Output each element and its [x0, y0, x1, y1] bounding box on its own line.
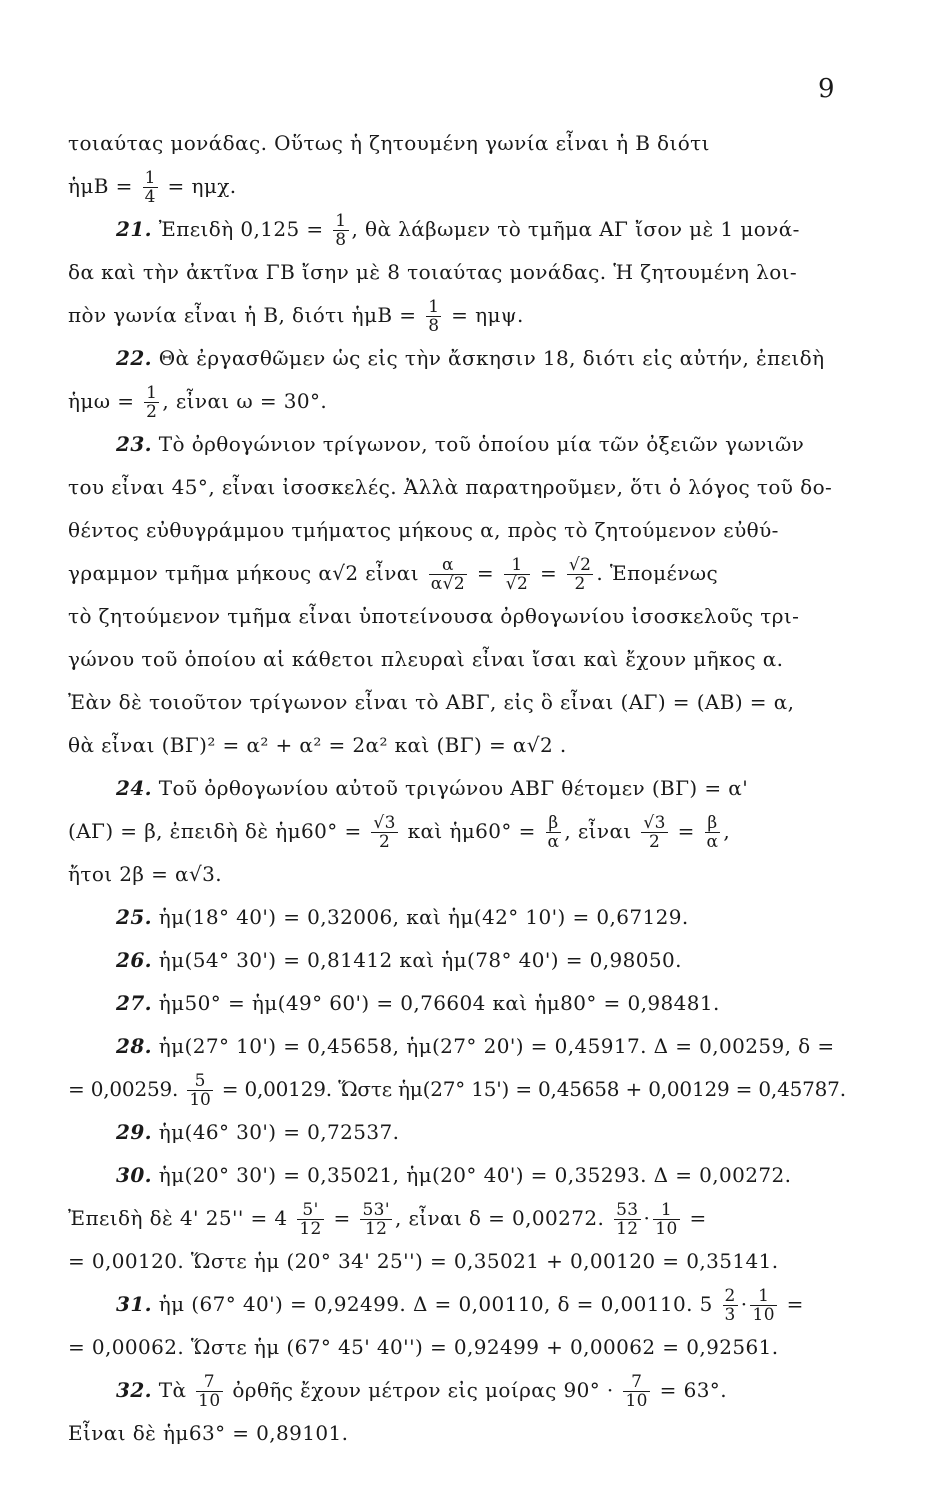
text-run: . Ἑπομένως	[596, 561, 719, 585]
text-line	[68, 982, 848, 1025]
fraction	[371, 814, 397, 851]
text-run: τὸ ζητούμενον τμῆμα εἶναι ὑποτείνουσα ὀρθογωνίου ἰσοσκελοῦς τρι-	[68, 604, 800, 628]
exercise-number: 32.	[116, 1378, 152, 1402]
text-line	[68, 1283, 848, 1326]
page-number: 9	[818, 74, 835, 104]
fraction	[297, 1201, 323, 1238]
fraction	[333, 212, 348, 249]
fraction	[143, 169, 158, 206]
text-run: ὀρθῆς ἔχουν μέτρον εἰς μοίρας 90° ·	[225, 1378, 621, 1402]
text-run: γραμμον τμῆμα μήκους α√2 εἶναι	[68, 561, 426, 585]
fraction	[429, 556, 467, 593]
text-run: = ημχ.	[160, 174, 237, 198]
text-run: = 0,00259.	[68, 1077, 185, 1101]
text-line	[68, 724, 848, 767]
text-line	[68, 810, 848, 853]
text-run: , θὰ λάβωμεν τὸ τμῆμα ΑΓ ἴσον μὲ 1 μονά-	[351, 217, 800, 241]
denominator: 10	[625, 1391, 648, 1411]
text-run: ἡμ(18° 40') = 0,32006, καὶ ἡμ(42° 10') = 0,67129.	[152, 905, 689, 929]
numerator: 1	[146, 383, 158, 403]
denominator: 8	[335, 230, 347, 250]
text-run: ἡμ (67° 40') = 0,92499. Δ = 0,00110, δ = 0,00110. 5	[152, 1292, 720, 1316]
exercise-number: 22.	[116, 346, 152, 370]
text-run: = 63°.	[652, 1378, 727, 1402]
text-line	[68, 552, 848, 595]
denominator: 10	[198, 1391, 221, 1411]
text-line	[68, 1025, 848, 1068]
fraction	[567, 556, 593, 593]
denominator: 2	[146, 402, 158, 422]
numerator: 53'	[362, 1200, 390, 1220]
text-line	[68, 595, 848, 638]
numerator: √2	[568, 555, 592, 575]
text-line	[68, 1369, 848, 1412]
text-line	[68, 853, 848, 896]
fraction	[196, 1373, 222, 1410]
text-line	[68, 208, 848, 251]
text-line	[68, 1240, 848, 1283]
text-run: Θὰ ἐργασθῶμεν ὡς εἰς τὴν ἄσκησιν 18, διότι εἰς αὐτήν, ἐπειδὴ	[152, 346, 825, 370]
fraction	[426, 298, 441, 335]
numerator: √3	[643, 813, 666, 833]
exercise-number: 24.	[116, 776, 152, 800]
text-run: ,	[723, 819, 731, 843]
text-run: ἡμΒ =	[68, 174, 140, 198]
numerator: 5'	[297, 1201, 323, 1220]
fraction	[641, 814, 667, 851]
text-run: ·	[643, 1206, 651, 1230]
text-line	[68, 896, 848, 939]
text-run: Τὸ ὀρθογώνιον τρίγωνον, τοῦ ὁποίου μία τῶν ὀξειῶν γωνιῶν	[152, 432, 805, 456]
numerator: 2	[724, 1286, 736, 1306]
text-run: ἡμ(27° 10') = 0,45658, ἡμ(27° 20') = 0,45917. Δ = 0,00259, δ =	[152, 1034, 835, 1058]
text-run: γώνου τοῦ ὁποίου αἱ κάθετοι πλευραὶ εἶναι ἴσαι καὶ ἔχουν μῆκος α.	[68, 647, 784, 671]
text-line	[68, 1412, 848, 1455]
text-run: = ημψ.	[444, 303, 524, 327]
text-run: Τὰ	[152, 1378, 194, 1402]
text-line	[68, 380, 848, 423]
text-run: δα καὶ τὴν ἀκτῖνα ΓΒ ἴσην μὲ 8 τοιαύτας μονάδας. Ἡ ζητουμένη λοι-	[68, 260, 798, 284]
text-run: Ἐπειδὴ δὲ 4' 25'' = 4	[68, 1206, 295, 1230]
numerator: 1	[653, 1201, 679, 1220]
text-run: = 0,00120. Ὥστε ἡμ (20° 34' 25'') = 0,35021 + 0,00120 = 0,35141.	[68, 1249, 779, 1273]
denominator: 8	[428, 316, 440, 336]
text-run: =	[779, 1292, 804, 1316]
text-run: ἡμ50° = ἡμ(49° 60') = 0,76604 καὶ ἡμ80° = 0,98481.	[152, 991, 720, 1015]
page-body	[68, 122, 848, 1455]
numerator: √3	[373, 813, 396, 833]
fraction	[144, 384, 159, 421]
text-run: θὰ εἶναι (ΒΓ)² = α² + α² = 2α² καὶ (ΒΓ) = α√2 .	[68, 733, 567, 757]
denominator: 2	[648, 832, 661, 852]
text-run: Ἐὰν δὲ τοιοῦτον τρίγωνον εἶναι τὸ ΑΒΓ, εἰς ὃ εἶναι (ΑΓ) = (ΑΒ) = α,	[68, 690, 795, 714]
text-run: , εἶναι ω = 30°.	[162, 389, 328, 413]
numerator: 1	[750, 1287, 776, 1306]
fraction	[614, 1201, 640, 1238]
exercise-number: 26.	[116, 948, 152, 972]
fraction	[750, 1287, 776, 1324]
text-run: τοιαύτας μονάδας. Οὕτως ἡ ζητουμένη γωνία εἶναι ἡ Β διότι	[68, 131, 710, 155]
numerator: 5	[187, 1072, 212, 1091]
text-run: =	[326, 1206, 358, 1230]
denominator: 12	[364, 1219, 388, 1239]
text-line	[68, 337, 848, 380]
numerator: 53	[616, 1200, 639, 1220]
text-line	[68, 681, 848, 724]
text-run: Ἐπειδὴ 0,125 =	[152, 217, 331, 241]
text-line	[68, 423, 848, 466]
text-run: ἡμ(54° 30') = 0,81412 καὶ ἡμ(78° 40') = 0,98050.	[152, 948, 682, 972]
text-run: =	[533, 561, 564, 585]
denominator: 10	[655, 1219, 678, 1239]
text-run: = 0,00129. Ὥστε ἡμ(27° 15') = 0,45658 + 0,00129 = 0,45787.	[215, 1077, 846, 1101]
numerator: 7	[196, 1373, 222, 1392]
denominator: 2	[378, 832, 391, 852]
text-line	[68, 1197, 848, 1240]
text-line	[68, 294, 848, 337]
text-line	[68, 939, 848, 982]
text-line	[68, 767, 848, 810]
exercise-number: 25.	[116, 905, 152, 929]
text-run: =	[470, 561, 501, 585]
fraction	[187, 1072, 212, 1109]
text-line	[68, 251, 848, 294]
fraction	[360, 1201, 392, 1238]
numerator: 1	[335, 211, 347, 231]
text-run: =	[670, 819, 702, 843]
fraction	[653, 1201, 679, 1238]
text-run: , εἶναι δ = 0,00272.	[394, 1206, 612, 1230]
text-line	[68, 1068, 848, 1111]
text-line	[68, 466, 848, 509]
text-line	[68, 1154, 848, 1197]
denominator: α	[547, 832, 560, 852]
text-line	[68, 1326, 848, 1369]
text-line	[68, 1111, 848, 1154]
numerator: 1	[144, 168, 156, 188]
text-run: ἡμ(20° 30') = 0,35021, ἡμ(20° 40') = 0,35293. Δ = 0,00272.	[152, 1163, 792, 1187]
numerator: 7	[623, 1373, 649, 1392]
text-run: ἤτοι 2β = α√3.	[68, 862, 222, 886]
numerator: β	[546, 814, 562, 833]
exercise-number: 28.	[116, 1034, 152, 1058]
text-line	[68, 122, 848, 165]
denominator: 10	[189, 1090, 211, 1110]
exercise-number: 27.	[116, 991, 152, 1015]
numerator: β	[705, 814, 721, 833]
exercise-number: 21.	[116, 217, 152, 241]
exercise-number: 23.	[116, 432, 152, 456]
denominator: 12	[616, 1219, 639, 1239]
fraction	[705, 814, 721, 851]
text-run: , εἶναι	[564, 819, 639, 843]
denominator: 3	[724, 1305, 736, 1325]
text-run: πὸν γωνία εἶναι ἡ Β, διότι ἡμΒ =	[68, 303, 424, 327]
denominator: α	[706, 832, 719, 852]
numerator: 1	[428, 297, 440, 317]
exercise-number: 30.	[116, 1163, 152, 1187]
numerator: 1	[504, 556, 530, 575]
denominator: α√2	[430, 574, 466, 594]
text-run: =	[682, 1206, 707, 1230]
text-run: Τοῦ ὀρθογωνίου αὐτοῦ τριγώνου ΑΒΓ θέτομεν (ΒΓ) = α'	[152, 776, 749, 800]
exercise-number: 29.	[116, 1120, 152, 1144]
fraction	[723, 1287, 738, 1324]
denominator: 10	[752, 1305, 775, 1325]
fraction	[546, 814, 562, 851]
text-run: καὶ ἡμ60° =	[400, 819, 543, 843]
fraction	[623, 1373, 649, 1410]
denominator: 4	[144, 187, 156, 207]
text-run: του εἶναι 45°, εἶναι ἰσοσκελές. Ἀλλὰ παρατηροῦμεν, ὅτι ὁ λόγος τοῦ δο-	[68, 475, 833, 499]
exercise-number: 31.	[116, 1292, 152, 1316]
denominator: 12	[299, 1219, 322, 1239]
text-line	[68, 165, 848, 208]
numerator: α	[429, 556, 467, 575]
text-run: ·	[740, 1292, 748, 1316]
fraction	[504, 556, 530, 593]
text-run: = 0,00062. Ὥστε ἡμ (67° 45' 40'') = 0,92499 + 0,00062 = 0,92561.	[68, 1335, 779, 1359]
denominator: √2	[505, 574, 529, 594]
denominator: 2	[574, 574, 586, 594]
text-run: θέντος εὐθυγράμμου τμήματος μήκους α, πρὸς τὸ ζητούμενον εὐθύ-	[68, 518, 779, 542]
text-run: Εἶναι δὲ ἡμ63° = 0,89101.	[68, 1421, 349, 1445]
text-line	[68, 509, 848, 552]
text-run: ἡμω =	[68, 389, 142, 413]
text-run: ἡμ(46° 30') = 0,72537.	[152, 1120, 400, 1144]
text-run: (ΑΓ) = β, ἐπειδὴ δὲ ἡμ60° =	[68, 819, 369, 843]
text-line	[68, 638, 848, 681]
